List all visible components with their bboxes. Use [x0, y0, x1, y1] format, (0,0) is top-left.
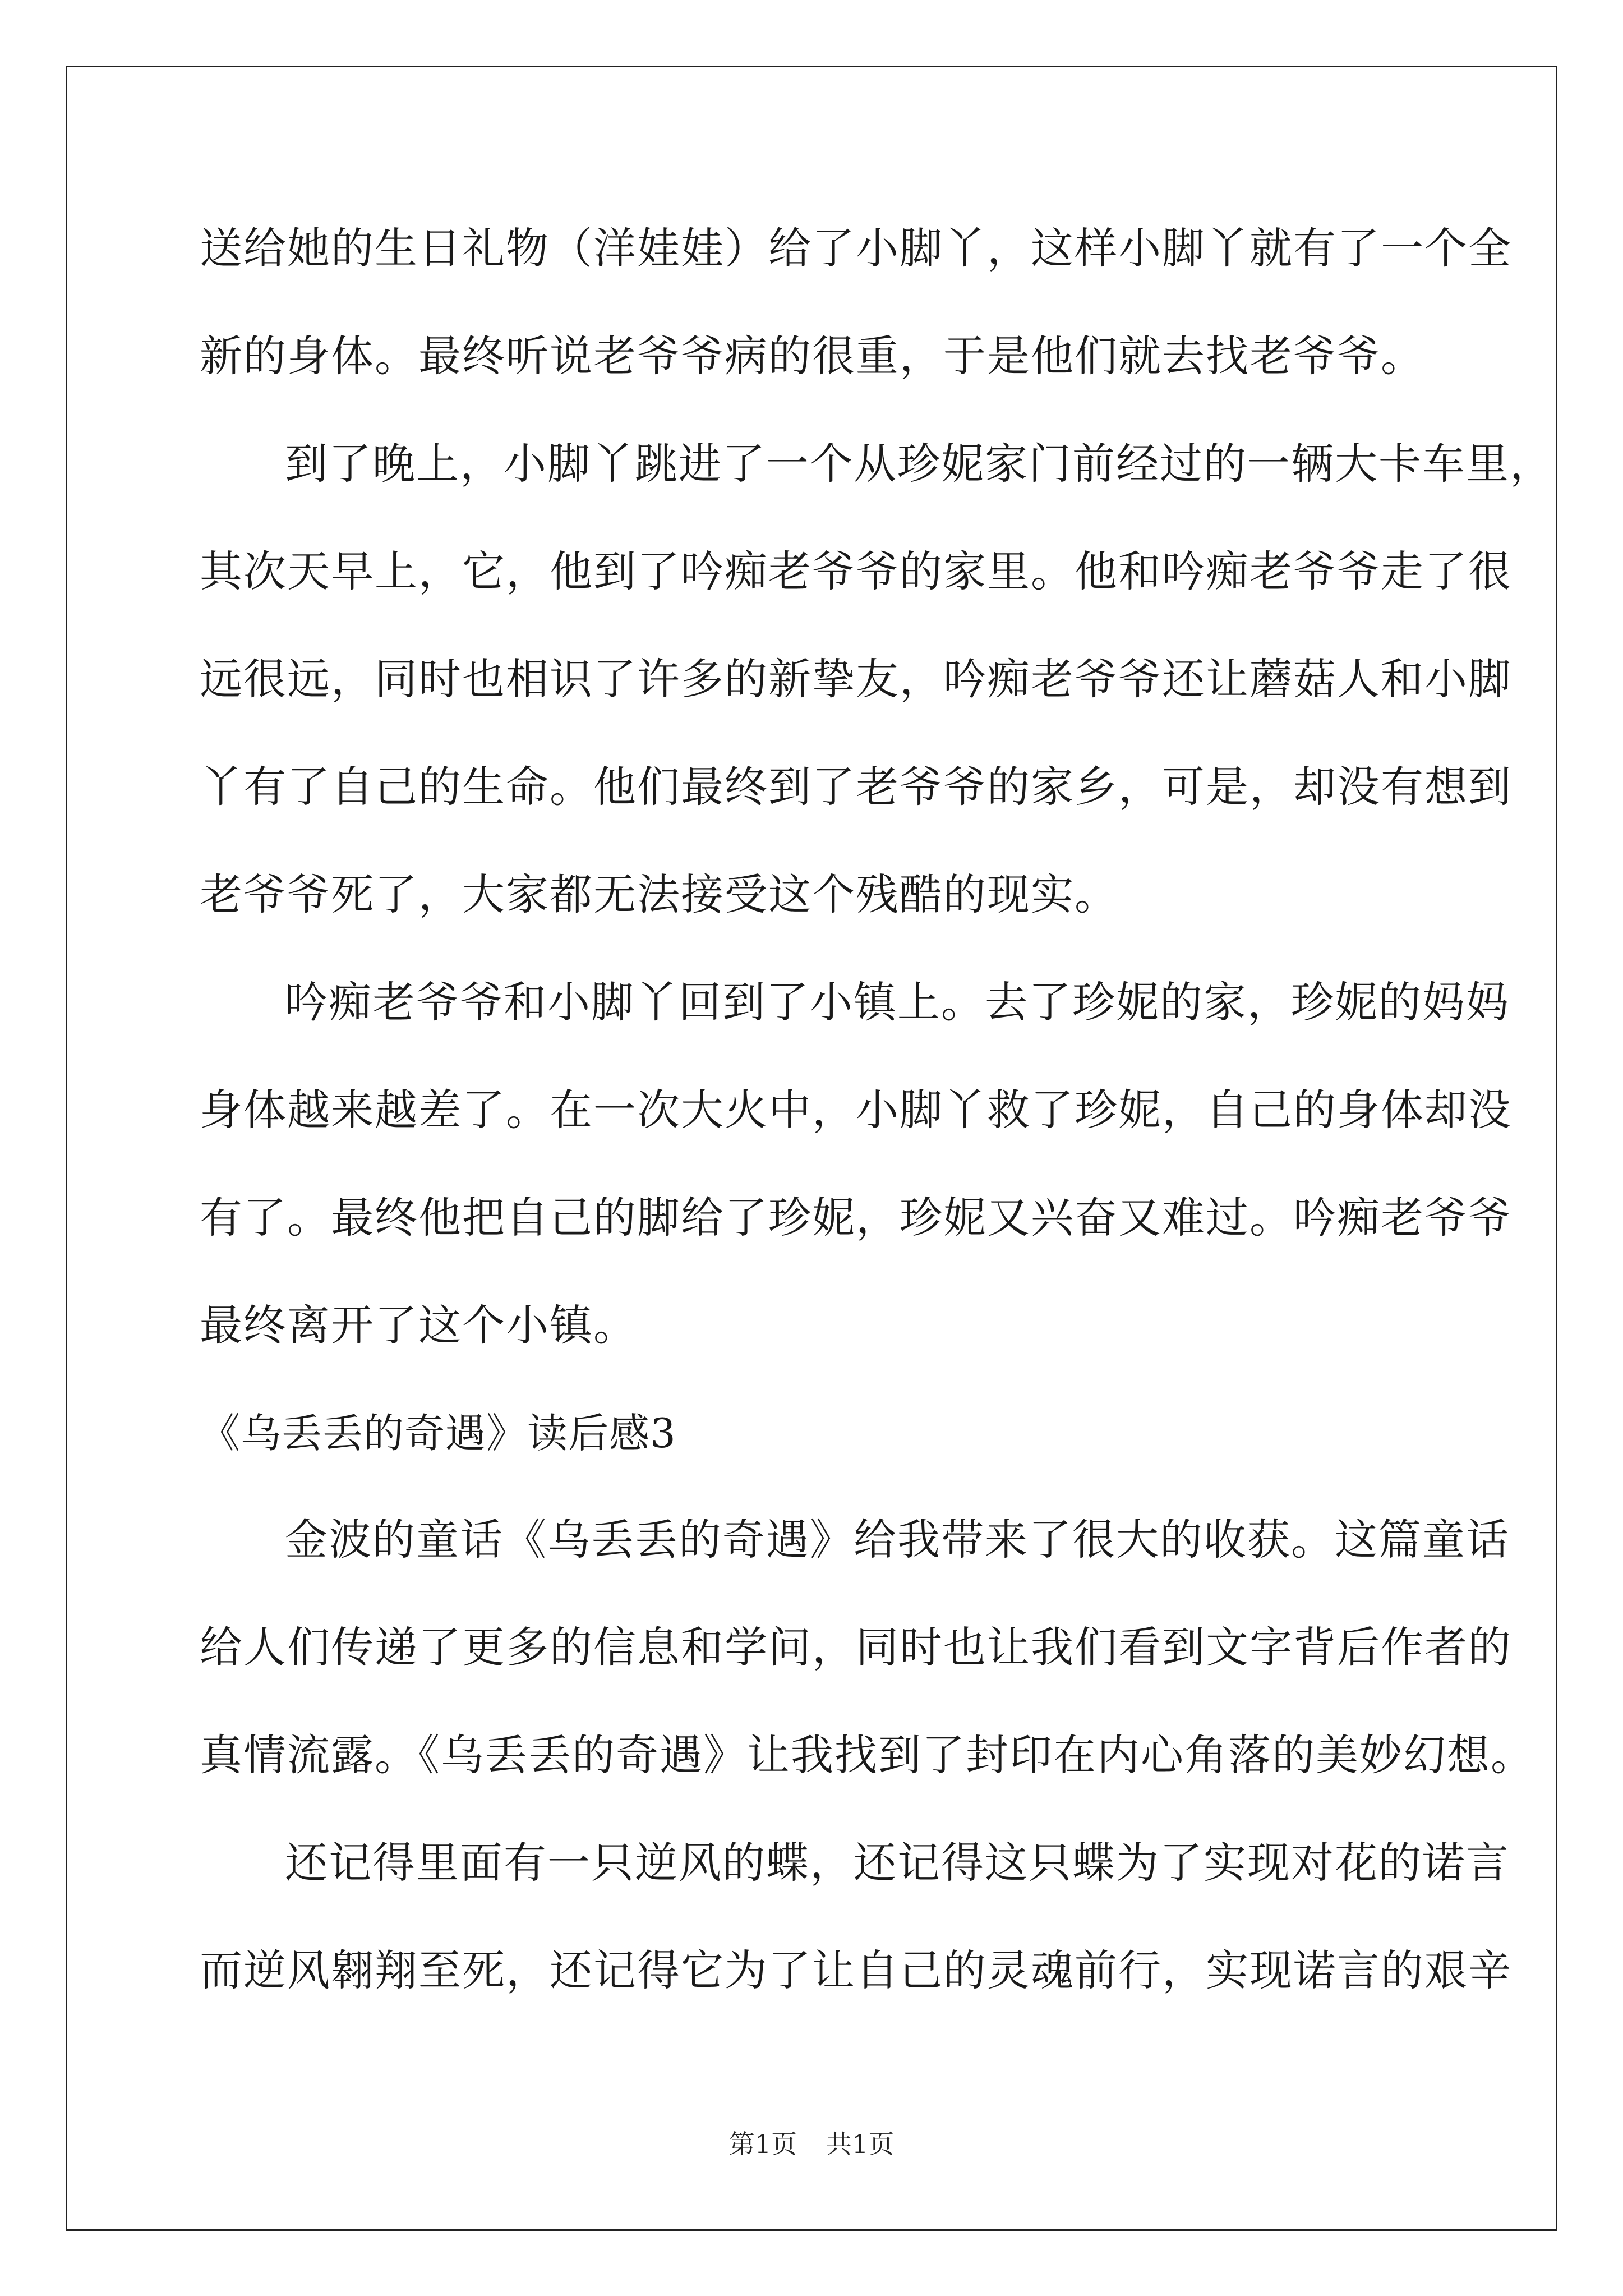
text-line: 新的身体。最终听说老爷爷病的很重，于是他们就去找老爷爷。 — [200, 331, 1424, 381]
text-line: 远很远，同时也相识了许多的新挚友，吟痴老爷爷还让蘑菇人和小脚 — [200, 654, 1512, 704]
document-body — [200, 218, 1553, 2047]
text-line: 其次天早上，它，他到了吟痴老爷爷的家里。他和吟痴老爷爷走了很 — [200, 546, 1512, 596]
text-line: 最终离开了这个小镇。 — [200, 1300, 637, 1350]
text-line: 丫有了自己的生命。他们最终到了老爷爷的家乡，可是，却没有想到 — [200, 762, 1512, 812]
page-total: 共1页 — [826, 2129, 895, 2159]
paragraph-start-line: 还记得里面有一只逆风的蝶，还记得这只蝶为了实现对花的诺言 — [285, 1838, 1510, 1888]
text-line: 身体越来越差了。在一次大火中，小脚丫救了珍妮，自己的身体却没 — [200, 1085, 1512, 1135]
text-line: 给人们传递了更多的信息和学问，同时也让我们看到文字背后作者的 — [200, 1622, 1512, 1672]
text-line: 真情流露。《乌丢丢的奇遇》让我找到了封印在内心角落的美妙幻想。 — [200, 1730, 1534, 1780]
paragraph-start-line: 到了晚上，小脚丫跳进了一个从珍妮家门前经过的一辆大卡车里， — [285, 439, 1553, 489]
text-line: 老爷爷死了，大家都无法接受这个残酷的现实。 — [200, 869, 1118, 919]
section-heading: 《乌丢丢的奇遇》读后感3 — [200, 1410, 676, 1457]
page-number: 第1页 — [728, 2129, 797, 2159]
page-footer — [0, 2127, 1623, 2161]
paragraph-start-line: 金波的童话《乌丢丢的奇遇》给我带来了很大的收获。这篇童话 — [285, 1515, 1510, 1565]
text-line: 送给她的生日礼物（洋娃娃）给了小脚丫，这样小脚丫就有了一个全 — [200, 223, 1512, 273]
text-line: 有了。最终他把自己的脚给了珍妮，珍妮又兴奋又难过。吟痴老爷爷 — [200, 1193, 1512, 1243]
paragraph-start-line: 吟痴老爷爷和小脚丫回到了小镇上。去了珍妮的家，珍妮的妈妈 — [285, 977, 1510, 1027]
text-line: 而逆风翱翔至死，还记得它为了让自己的灵魂前行，实现诺言的艰辛 — [200, 1945, 1512, 1995]
